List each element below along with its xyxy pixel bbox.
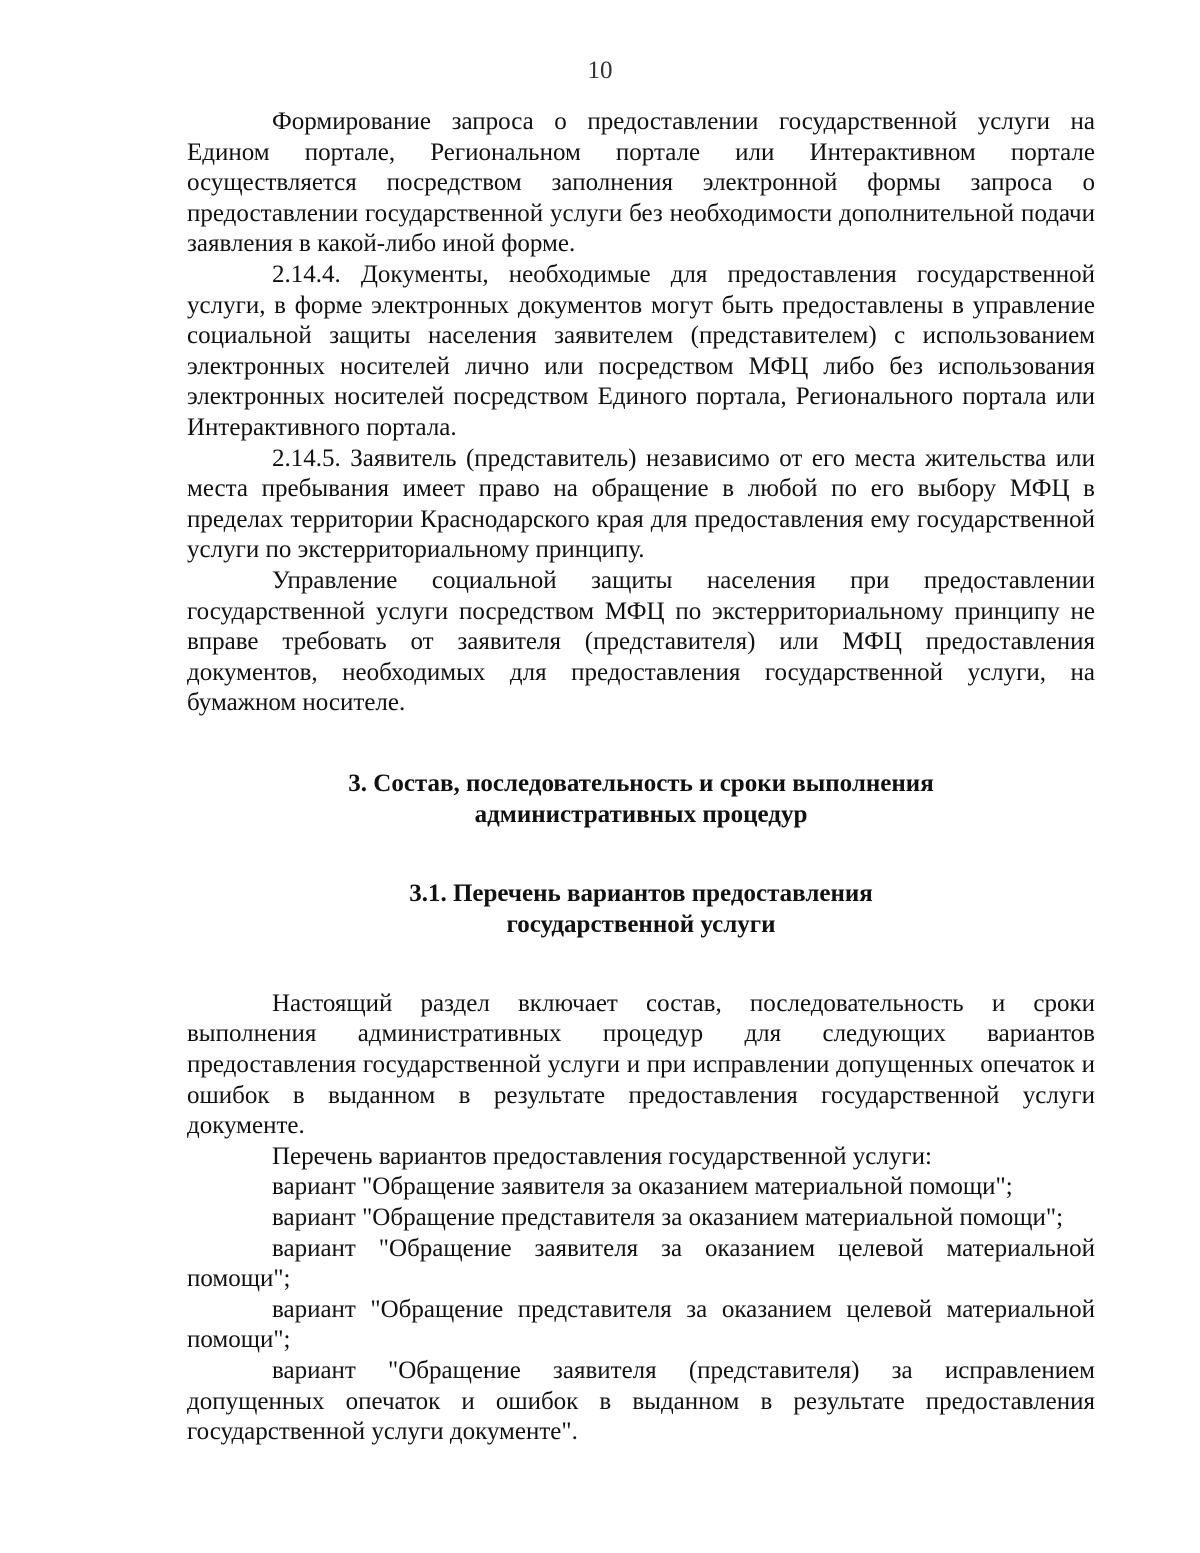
- list-item-variant-5: вариант "Обращение заявителя (представителя) за исправлением допущенных опечаток и ошибок в выданном в результате предоставления государственной услуги документе".: [187, 1357, 1095, 1446]
- subsection-heading-line-1: 3.1. Перечень вариантов предоставления: [409, 879, 873, 907]
- paragraph-2-14-4: 2.14.4. Документы, необходимые для предоставления государственной услуги, в форме электронных документов могут быть предоставлены в управление социальной защиты населения заявителем (представителем) с использованием электронных носителей лично или посредством МФЦ либо без использования электронных носителей посредством Единого портала, Регионального портала или Интерактивного портала.: [187, 260, 1095, 441]
- list-item-variant-1: вариант "Обращение заявителя за оказанием материальной помощи";: [272, 1173, 1013, 1201]
- paragraph-request-formation: Формирование запроса о предоставлении государственной услуги на Едином портале, Региональном портале или Интерактивном портале осуществляется посредством заполнения электронной формы запроса о предоставлении государственной услуги без необходимости дополнительной подачи заявления в какой-либо иной форме.: [187, 108, 1095, 258]
- list-item-variant-3: вариант "Обращение заявителя за оказанием целевой материальной помощи";: [187, 1234, 1095, 1293]
- section-heading-line-1: 3. Состав, последовательность и сроки выполнения: [348, 769, 934, 797]
- section-heading: [187, 768, 1095, 830]
- paragraph-2-14-5: 2.14.5. Заявитель (представитель) независимо от его места жительства или места пребывания имеет право на обращение в любой по его выбору МФЦ в пределах территории Краснодарского края для предоставления ему государственной услуги по экстерриториальному принципу.: [187, 444, 1095, 564]
- subsection-heading: [187, 878, 1095, 940]
- list-item-variant-4: вариант "Обращение представителя за оказанием целевой материальной помощи";: [187, 1295, 1095, 1354]
- paragraph-section-intro: Настоящий раздел включает состав, последовательность и сроки выполнения административных процедур для следующих вариантов предоставления государственной услуги и при исправлении допущенных опечаток и ошибок в выданном в результате предоставления государственной услуги документе.: [187, 989, 1095, 1140]
- section-heading-line-2: административных процедур: [474, 800, 808, 828]
- list-item-variant-2: вариант "Обращение представителя за оказанием материальной помощи";: [272, 1204, 1064, 1232]
- document-body: [187, 107, 1095, 1448]
- paragraph-social-protection: Управление социальной защиты населения при предоставлении государственной услуги посредством МФЦ по экстерриториальному принципу не вправе требовать от заявителя (представителя) или МФЦ предоставления документов, необходимых для предоставления государственной услуги, на бумажном носителе.: [187, 566, 1095, 717]
- subsection-heading-line-2: государственной услуги: [506, 910, 776, 938]
- paragraph-variants-list-intro: Перечень вариантов предоставления государственной услуги:: [272, 1142, 932, 1170]
- page-number: 10: [587, 57, 613, 84]
